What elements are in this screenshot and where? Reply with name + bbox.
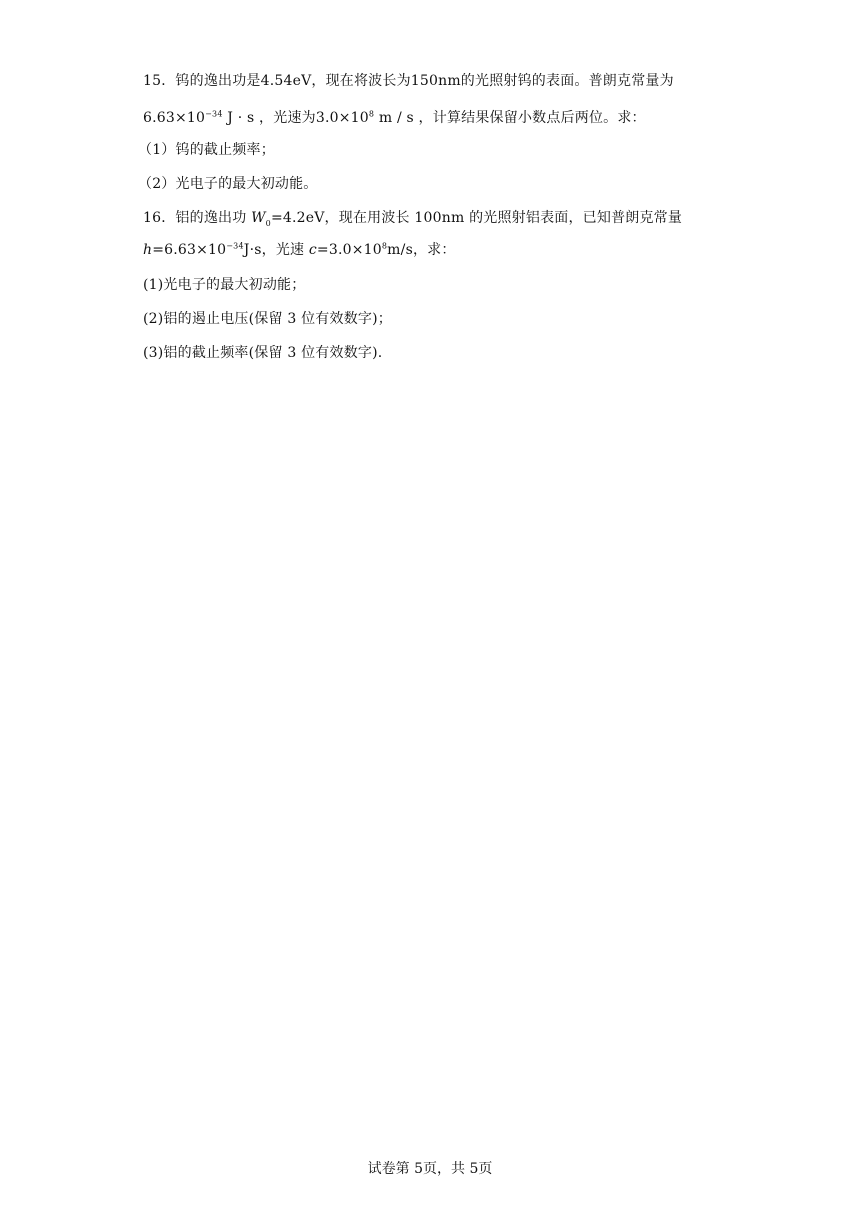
q16-part-2	[143, 309, 392, 329]
q16-part-3	[143, 343, 382, 363]
q16-part-1	[143, 275, 305, 295]
q16-speed-symbol: c	[308, 242, 317, 258]
q16-speed-unit: m/s，求：	[387, 242, 456, 258]
q15-speed-exponent: 8	[368, 109, 375, 119]
q15-planck-value: 6.63×10	[143, 110, 206, 126]
q15-stem-text-1: 15．钨的逸出功是4.54eV，现在将波长为150nm的光照射钨的表面。普朗克常量为	[143, 73, 674, 89]
q15-part-2	[138, 174, 318, 194]
q16-part-2-text: (2)铝的遏止电压(保留 3 位有效数字)；	[143, 311, 392, 327]
q16-part-1-text: (1)光电子的最大初动能；	[143, 277, 306, 293]
q15-planck-unit-and-speed: J · s ，光速为3.0×10	[222, 110, 369, 126]
q15-line-2	[143, 108, 646, 128]
q16-planck-value: =6.63×10	[152, 242, 227, 258]
q16-work-function-symbol: W	[251, 210, 266, 226]
q15-planck-exponent: −34	[205, 109, 223, 119]
q16-planck-symbol: h	[143, 242, 153, 258]
q16-work-function-subscript: 0	[265, 218, 271, 228]
page-footer	[0, 1159, 860, 1179]
q16-planck-exponent: −34	[226, 241, 244, 251]
q16-part-3-text: (3)铝的截止频率(保留 3 位有效数字).	[143, 345, 383, 361]
q16-line-2	[143, 240, 456, 260]
q16-planck-unit: J·s，光速	[243, 242, 309, 258]
q16-speed-value: =3.0×10	[316, 242, 382, 258]
q15-part-2-text: （2）光电子的最大初动能。	[138, 176, 318, 192]
q15-line-1	[143, 71, 674, 91]
q15-speed-unit-and-instruction: m / s ，计算结果保留小数点后两位。求：	[374, 110, 646, 126]
q16-stem-text-a: 16．铝的逸出功	[143, 210, 252, 226]
q16-stem-text-b: =4.2eV，现在用波长 100nm 的光照射铝表面，已知普朗克常量	[270, 210, 683, 226]
q16-line-1	[143, 208, 682, 228]
q15-part-1-text: （1）钨的截止频率；	[138, 142, 275, 158]
q16-speed-exponent: 8	[381, 241, 388, 251]
page-number-label: 试卷第 5页，共 5页	[367, 1161, 493, 1177]
q15-part-1	[138, 140, 275, 160]
